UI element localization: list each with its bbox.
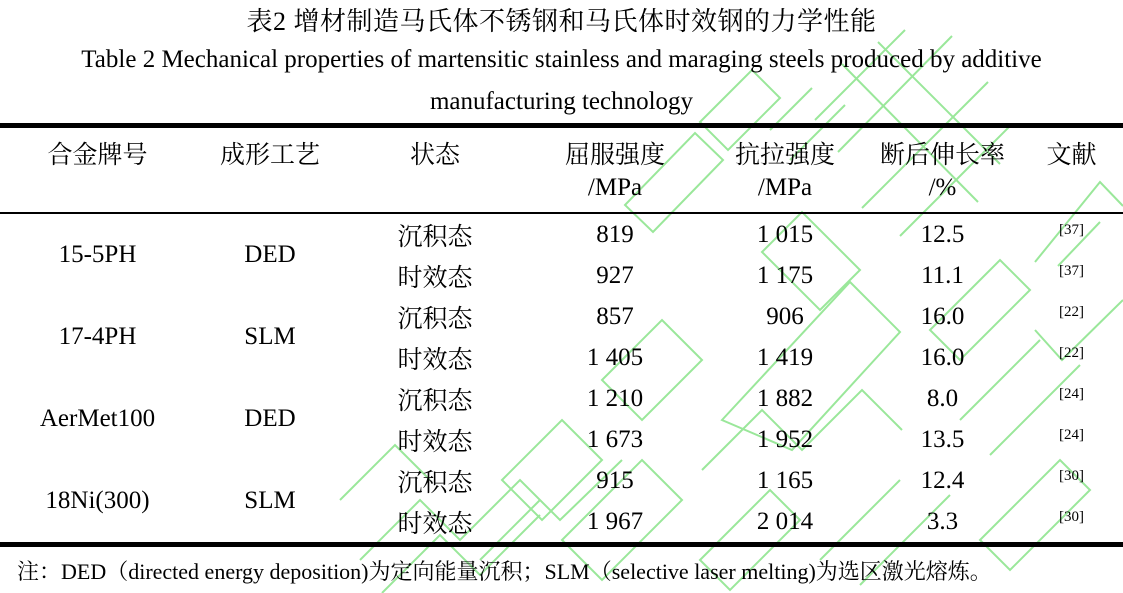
process-cell: SLM (244, 487, 296, 514)
tensile-cell: 906 (766, 302, 804, 330)
col-unit-tensile: /MPa (705, 174, 865, 213)
tensile-cell: 1 419 (756, 343, 814, 371)
alloy-cell: 15-5PH (58, 241, 137, 268)
col-header-tensile: 抗拉强度 (734, 142, 835, 169)
table-caption-en-line2: manufacturing technology (429, 88, 694, 115)
reference-superscript: [22] (1059, 303, 1084, 320)
state-cell: 时效态 (397, 428, 473, 456)
process-cell: DED (244, 405, 296, 432)
table-caption-zh: 表2 增材制造马氏体不锈钢和马氏体时效钢的力学性能 (246, 7, 877, 36)
col-unit-empty (1020, 174, 1123, 213)
reference-cell (1020, 460, 1123, 501)
reference-superscript: [37] (1059, 262, 1084, 279)
tensile-cell: 1 165 (756, 466, 814, 494)
reference-superscript: [37] (1059, 221, 1084, 238)
elongation-cell: 11.1 (921, 261, 964, 289)
elongation-cell: 16.0 (920, 343, 965, 371)
col-header-process: 成形工艺 (219, 142, 320, 169)
elongation-cell: 12.4 (920, 466, 965, 494)
elongation-cell: 8.0 (926, 384, 959, 412)
alloy-cell: 17-4PH (58, 323, 137, 350)
yield-cell: 915 (596, 466, 634, 494)
elongation-cell: 13.5 (920, 425, 965, 453)
reference-cell (1020, 337, 1123, 378)
alloy-cell: AerMet100 (39, 405, 156, 432)
table-row (0, 213, 1123, 255)
state-cell: 时效态 (397, 510, 473, 538)
col-header-yield: 屈服强度 (564, 142, 665, 169)
process-cell: DED (244, 241, 296, 268)
alloy-cell: 18Ni(300) (45, 487, 150, 514)
yield-cell: 1 967 (586, 507, 644, 535)
col-unit-empty (195, 174, 345, 213)
col-header-elongation: 断后伸长率 (879, 142, 1005, 169)
col-header-state: 状态 (409, 142, 460, 169)
state-cell: 沉积态 (397, 305, 473, 333)
yield-cell: 857 (596, 302, 634, 330)
reference-cell (1020, 296, 1123, 337)
reference-superscript: [30] (1059, 467, 1084, 484)
table-row (0, 378, 1123, 419)
reference-cell (1020, 501, 1123, 545)
mechanical-properties-table (0, 123, 1123, 547)
table-caption-en-line1: Table 2 Mechanical properties of martensitic stainless and maraging steels produced by additive (81, 46, 1042, 73)
elongation-cell: 16.0 (920, 302, 965, 330)
col-unit-empty (0, 174, 195, 213)
table-row (0, 460, 1123, 501)
tensile-cell: 1 015 (756, 220, 814, 248)
col-header-alloy: 合金牌号 (47, 142, 148, 169)
reference-cell (1020, 255, 1123, 296)
yield-cell: 1 405 (586, 343, 644, 371)
state-cell: 时效态 (397, 264, 473, 292)
elongation-cell: 12.5 (920, 220, 965, 248)
tensile-cell: 1 882 (756, 384, 814, 412)
yield-cell: 819 (596, 220, 634, 248)
yield-cell: 927 (596, 261, 634, 289)
state-cell: 沉积态 (397, 223, 473, 251)
yield-cell: 1 673 (586, 425, 644, 453)
state-cell: 沉积态 (397, 387, 473, 415)
process-cell: SLM (244, 323, 296, 350)
tensile-cell: 2 014 (756, 507, 814, 535)
yield-cell: 1 210 (586, 384, 644, 412)
elongation-cell: 3.3 (926, 507, 959, 535)
tensile-cell: 1 952 (756, 425, 814, 453)
col-unit-yield: /MPa (525, 174, 705, 213)
col-unit-elongation: /% (865, 174, 1020, 213)
reference-superscript: [30] (1059, 508, 1084, 525)
table-footnote: 注：DED（directed energy deposition)为定向能量沉积；SLM（selective laser melting)为选区激光熔炼。 (17, 559, 992, 584)
table-row (0, 296, 1123, 337)
reference-superscript: [22] (1059, 344, 1084, 361)
state-cell: 时效态 (397, 346, 473, 374)
col-unit-empty (345, 174, 525, 213)
reference-cell (1020, 419, 1123, 460)
reference-cell (1020, 378, 1123, 419)
tensile-cell: 1 175 (756, 261, 814, 289)
col-header-reference: 文献 (1046, 142, 1097, 169)
reference-cell (1020, 213, 1123, 255)
reference-superscript: [24] (1059, 426, 1084, 443)
reference-superscript: [24] (1059, 385, 1084, 402)
state-cell: 沉积态 (397, 469, 473, 497)
